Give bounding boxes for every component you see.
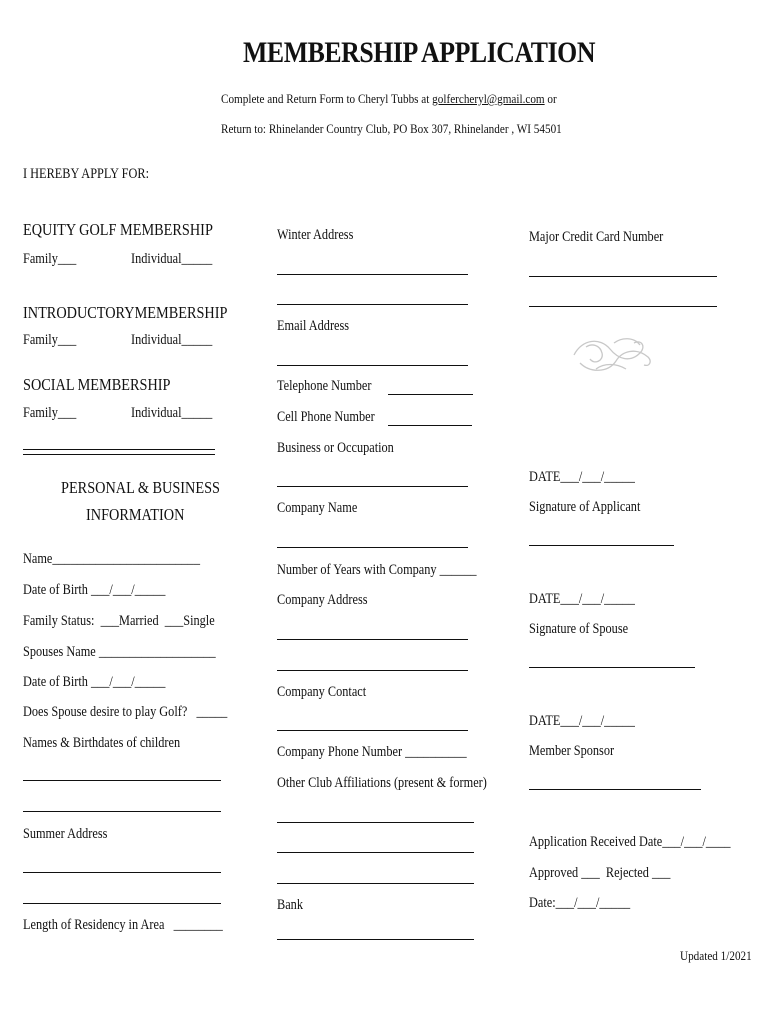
social-individual-field[interactable]: Individual_____ — [131, 405, 213, 421]
instructions-line-1 — [221, 92, 557, 105]
social-membership-title: SOCIAL MEMBERSHIP — [23, 375, 171, 394]
dob-field[interactable]: Date of Birth ___/___/_____ — [23, 582, 166, 598]
years-company-field[interactable]: Number of Years with Company ______ — [277, 562, 477, 578]
flourish-ornament-icon — [570, 333, 654, 377]
equity-individual-field[interactable]: Individual_____ — [131, 251, 213, 267]
equity-family-field[interactable]: Family___ — [23, 251, 77, 267]
family-status-field[interactable]: Family Status: ___Married ___Single — [23, 613, 215, 629]
application-received-field[interactable]: Application Received Date___/___/____ — [529, 834, 731, 850]
cell-phone-label: Cell Phone Number — [277, 409, 375, 425]
company-name-line[interactable] — [277, 547, 468, 548]
credit-card-line[interactable] — [529, 306, 717, 307]
company-address-label: Company Address — [277, 592, 368, 608]
company-phone-field[interactable]: Company Phone Number __________ — [277, 744, 467, 760]
children-line[interactable] — [23, 811, 221, 812]
company-address-line[interactable] — [277, 670, 468, 671]
winter-address-line[interactable] — [277, 304, 468, 305]
credit-card-label: Major Credit Card Number — [529, 229, 664, 245]
summer-address-label: Summer Address — [23, 826, 108, 842]
bank-line[interactable] — [277, 939, 474, 940]
approval-status-field[interactable]: Approved ___ Rejected ___ — [529, 865, 671, 881]
signature-applicant-label: Signature of Applicant — [529, 499, 641, 515]
instructions-line-2: Return to: Rhinelander Country Club, PO Box 307, Rhinelander , WI 54501 — [221, 121, 562, 136]
business-label: Business or Occupation — [277, 440, 394, 456]
email-address-label: Email Address — [277, 318, 350, 334]
credit-card-line[interactable] — [529, 276, 717, 277]
cell-phone-line[interactable] — [388, 425, 472, 426]
date-applicant-field[interactable]: DATE___/___/_____ — [529, 469, 635, 485]
children-label: Names & Birthdates of children — [23, 735, 181, 751]
other-clubs-line[interactable] — [277, 883, 474, 884]
winter-address-line[interactable] — [277, 274, 468, 275]
member-sponsor-label: Member Sponsor — [529, 743, 615, 759]
signature-spouse-label: Signature of Spouse — [529, 621, 629, 637]
signature-spouse-line[interactable] — [529, 667, 695, 668]
other-clubs-line[interactable] — [277, 822, 474, 823]
company-contact-label: Company Contact — [277, 684, 367, 700]
spouse-dob-field[interactable]: Date of Birth ___/___/_____ — [23, 674, 166, 690]
personal-info-heading-2: INFORMATION — [86, 505, 185, 524]
instructions-suffix: or — [544, 91, 557, 106]
telephone-label: Telephone Number — [277, 378, 372, 394]
bank-label: Bank — [277, 897, 303, 913]
winter-address-label: Winter Address — [277, 227, 354, 243]
instructions-prefix: Complete and Return Form to Cheryl Tubbs at — [221, 91, 433, 106]
personal-info-heading-1: PERSONAL & BUSINESS — [61, 478, 220, 497]
spouses-name-field[interactable]: Spouses Name ___________________ — [23, 644, 216, 660]
page-title: MEMBERSHIP APPLICATION — [243, 36, 596, 69]
contact-email-link[interactable]: golfercheryl@gmail.com — [432, 91, 545, 106]
intro-family-field[interactable]: Family___ — [23, 332, 77, 348]
updated-date: Updated 1/2021 — [680, 948, 752, 963]
social-family-field[interactable]: Family___ — [23, 405, 77, 421]
summer-address-line[interactable] — [23, 872, 221, 873]
company-address-line[interactable] — [277, 639, 468, 640]
other-clubs-label: Other Club Affiliations (present & former) — [277, 775, 487, 791]
apply-for-heading: I HEREBY APPLY FOR: — [23, 166, 150, 182]
signature-applicant-line[interactable] — [529, 545, 674, 546]
introductory-membership-title: INTRODUCTORYMEMBERSHIP — [23, 303, 228, 322]
company-contact-line[interactable] — [277, 730, 468, 731]
date-sponsor-field[interactable]: DATE___/___/_____ — [529, 713, 635, 729]
summer-address-line[interactable] — [23, 903, 221, 904]
company-name-label: Company Name — [277, 500, 358, 516]
other-clubs-line[interactable] — [277, 852, 474, 853]
name-field[interactable]: Name________________________ — [23, 551, 200, 567]
section-divider — [23, 449, 215, 450]
spouse-golf-field[interactable]: Does Spouse desire to play Golf? _____ — [23, 704, 228, 720]
member-sponsor-line[interactable] — [529, 789, 701, 790]
date-spouse-field[interactable]: DATE___/___/_____ — [529, 591, 635, 607]
final-date-field[interactable]: Date:___/___/_____ — [529, 895, 631, 911]
children-line[interactable] — [23, 780, 221, 781]
section-divider — [23, 454, 215, 455]
email-address-line[interactable] — [277, 365, 468, 366]
residency-field[interactable]: Length of Residency in Area ________ — [23, 917, 223, 933]
equity-membership-title: EQUITY GOLF MEMBERSHIP — [23, 220, 213, 239]
telephone-line[interactable] — [388, 394, 473, 395]
intro-individual-field[interactable]: Individual_____ — [131, 332, 213, 348]
business-line[interactable] — [277, 486, 468, 487]
